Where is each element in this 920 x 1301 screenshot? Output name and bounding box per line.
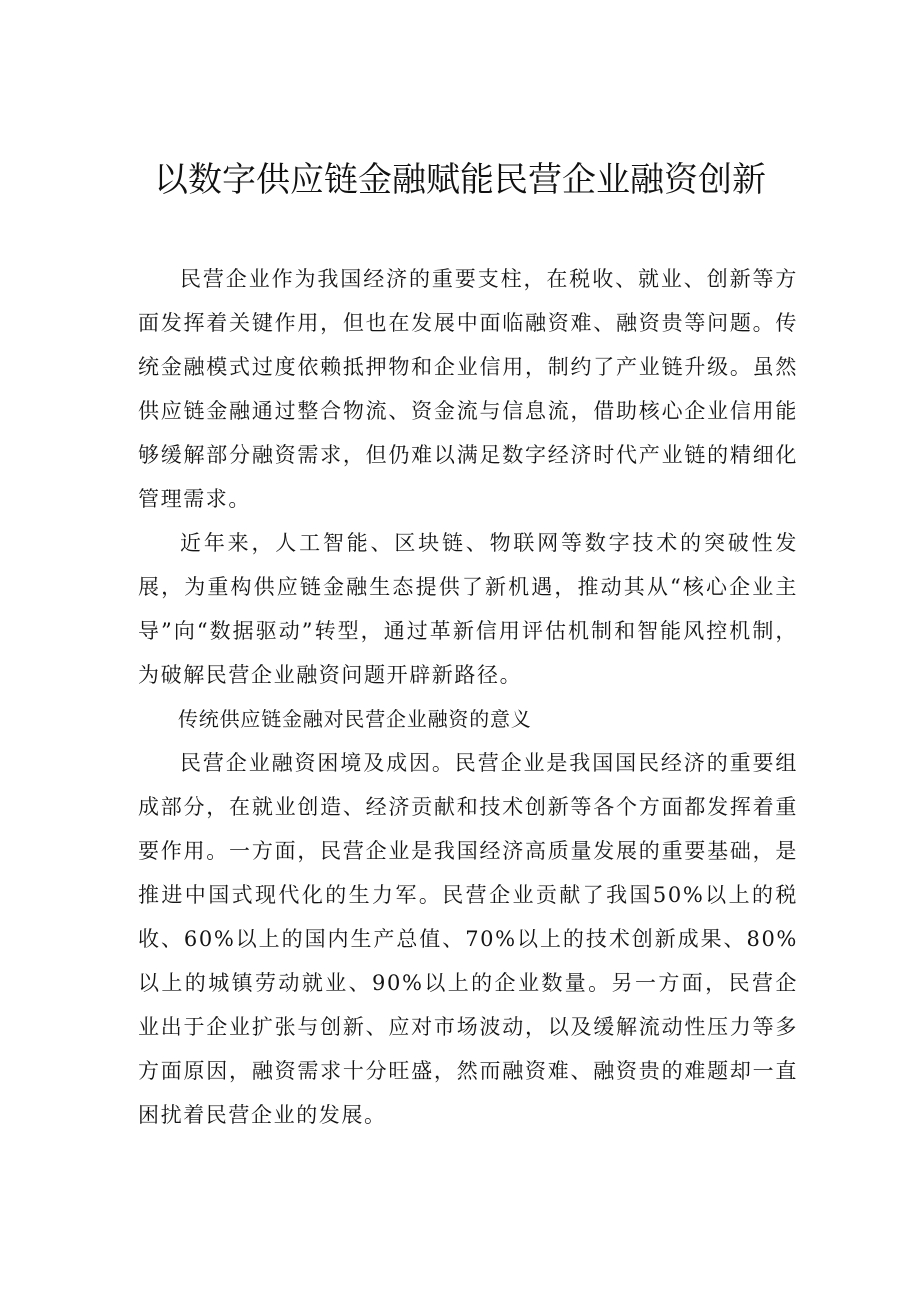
section-heading: 传统供应链金融对民营企业融资的意义	[178, 707, 532, 731]
paragraph-digital-tech: 近年来，人工智能、区块链、物联网等数字技术的突破性发展，为重构供应链金融生态提供了新机遇，推动其从“核心企业主导”向“数据驱动”转型，通过革新信用评估机制和智能风控机制，为破解民营企业融资问题开辟新路径。	[138, 531, 798, 687]
paragraph-intro: 民营企业作为我国经济的重要支柱，在税收、就业、创新等方面发挥着关键作用，但也在发展中面临融资难、融资贵等问题。传统金融模式过度依赖抵押物和企业信用，制约了产业链升级。虽然供应链金融通过整合物流、资金流与信息流，借助核心企业信用能够缓解部分融资需求，但仍难以满足数字经济时代产业链的精细化管理需求。	[138, 267, 798, 511]
document-body	[138, 257, 798, 1137]
document-title: 以数字供应链金融赋能民营企业融资创新	[154, 160, 766, 200]
paragraph-financing-dilemma: 民营企业融资困境及成因。民营企业是我国国民经济的重要组成部分，在就业创造、经济贡献和技术创新等各个方面都发挥着重要作用。一方面，民营企业是我国经济高质量发展的重要基础，是推进中国式现代化的生力军。民营企业贡献了我国50%以上的税收、60%以上的国内生产总值、70%以上的技术创新成果、80%以上的城镇劳动就业、90%以上的企业数量。另一方面，民营企业出于企业扩张与创新、应对市场波动，以及缓解流动性压力等多方面原因，融资需求十分旺盛，然而融资难、融资贵的难题却一直困扰着民营企业的发展。	[138, 751, 798, 1127]
